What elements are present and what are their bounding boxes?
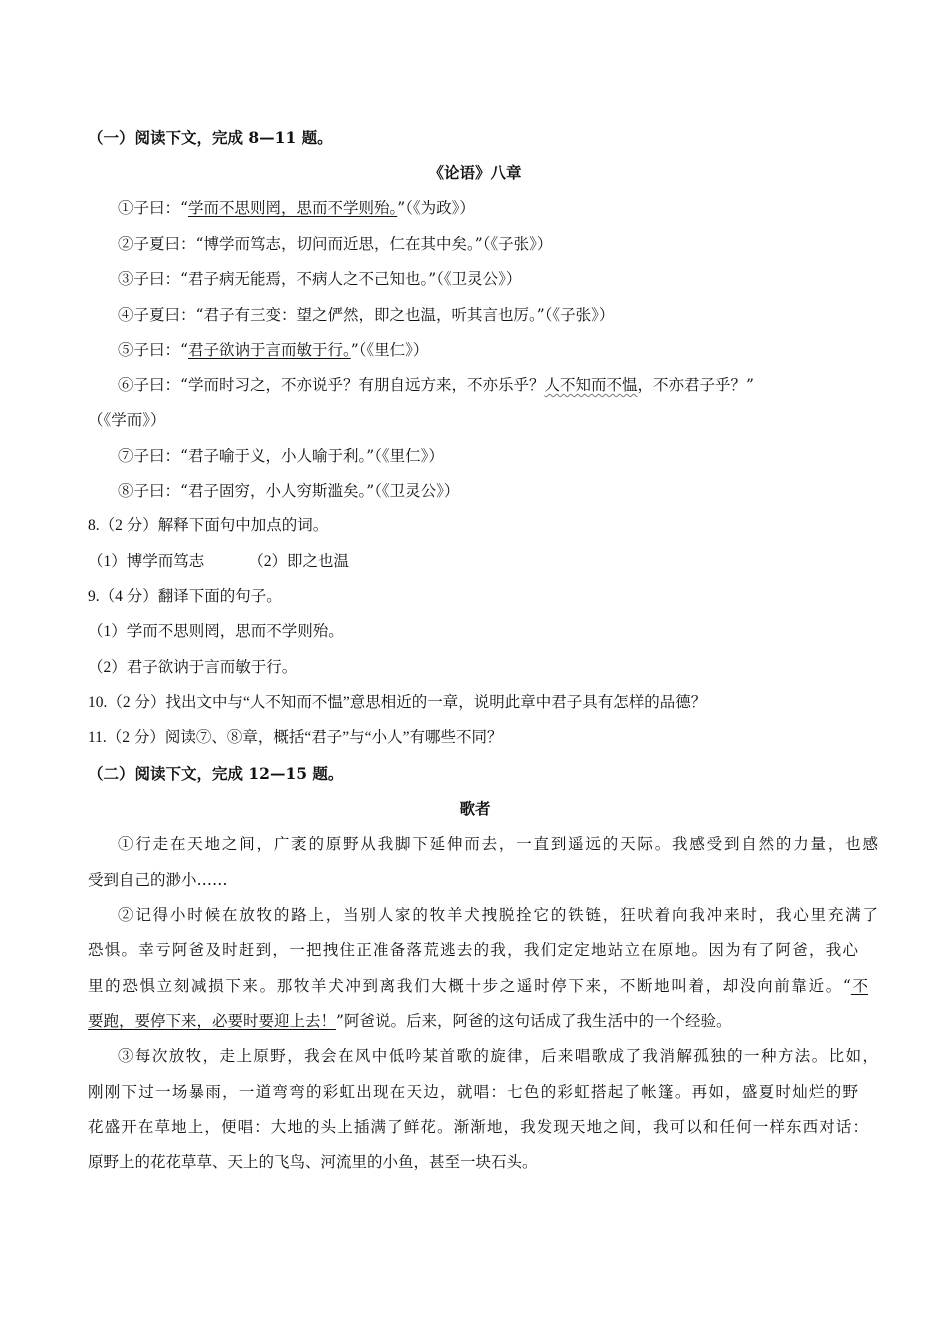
essay-para-2-line-3: 里的恐惧立刻减损下来。那牧羊犬冲到离我们大概十步之遥时停下来，不断地叫着，却没向前靠近。“不	[88, 977, 868, 995]
question-11: 11.（2 分）阅读⑦、⑧章，概括“君子”与“小人”有哪些不同？	[88, 729, 503, 746]
analects-item-6-source: （《学而》）	[88, 411, 166, 429]
part1-title: 《论语》八章	[428, 163, 522, 182]
analects-item-6: ⑥子曰：“学而时习之，不亦说乎？有朋自远方来，不亦乐乎？人不知而不愠，不亦君子乎？”	[118, 376, 754, 394]
question-9-part-1: （1）学而不思则罔，思而不学则殆。	[88, 623, 344, 640]
essay-para-2-line-1: ②记得小时候在放牧的路上，当别人家的牧羊犬拽脱拴它的铁链，狂吠着向我冲来时，我心里充满了	[118, 906, 878, 924]
essay-para-1-line-1: ①行走在天地之间，广袤的原野从我脚下延伸而去，一直到遥远的天际。我感受到自然的力量，也感	[118, 835, 878, 853]
question-9-part-2: （2）君子欲讷于言而敏于行。	[88, 659, 298, 676]
part1-heading: （一）阅读下文，完成 8—11 题。	[88, 128, 333, 147]
wavy-underlined-phrase: 人不知而不愠	[544, 376, 638, 394]
essay-para-1-line-2: 受到自己的渺小……	[88, 871, 228, 889]
underlined-sentence: 学而不思则罔，思而不学则殆。	[187, 199, 398, 217]
underlined-sentence: 君子欲讷于言而敏于行。	[187, 341, 351, 359]
analects-item-4: ④子夏曰：“君子有三变：望之俨然，即之也温，听其言也厉。”（《子张》）	[118, 306, 615, 324]
underlined-quote: 要跑，要停下来，必要时要迎上去！	[88, 1012, 337, 1030]
essay-para-3-line-2: 刚刚下过一场暴雨，一道弯弯的彩虹出现在天边，就唱：七色的彩虹搭起了帐篷。再如，盛夏时灿烂的野	[88, 1083, 858, 1101]
analects-item-2: ②子夏曰：“博学而笃志，切问而近思，仁在其中矣。”（《子张》）	[118, 235, 553, 253]
essay-para-3-line-4: 原野上的花花草草、天上的飞鸟、河流里的小鱼，甚至一块石头。	[88, 1153, 538, 1171]
essay-para-2-line-4: 要跑，要停下来，必要时要迎上去！”阿爸说。后来，阿爸的这句话成了我生活中的一个经验。	[88, 1012, 732, 1030]
question-10: 10.（2 分）找出文中与“人不知而不愠”意思相近的一章，说明此章中君子具有怎样的品德？	[88, 694, 707, 711]
analects-item-3: ③子曰：“君子病无能焉，不病人之不己知也。”（《卫灵公》）	[118, 270, 522, 288]
analects-item-5: ⑤子曰：“君子欲讷于言而敏于行。”（《里仁》）	[118, 341, 429, 359]
question-8-parts: （1）博学而笃志 （2）即之也温	[88, 553, 350, 570]
part2-heading: （二）阅读下文，完成 12—15 题。	[88, 764, 344, 783]
essay-para-3-line-1: ③每次放牧，走上原野，我会在风中低吟某首歌的旋律，后来唱歌成了我消解孤独的一种方法。比如，	[118, 1047, 878, 1065]
question-9: 9.（4 分）翻译下面的句子。	[88, 588, 282, 605]
analects-item-7: ⑦子曰：“君子喻于义，小人喻于利。”（《里仁》）	[118, 447, 444, 465]
question-8: 8.（2 分）解释下面句中加点的词。	[88, 517, 329, 534]
analects-item-8: ⑧子曰：“君子固穷，小人穷斯滥矣。”（《卫灵公》）	[118, 482, 460, 500]
part2-title: 歌者	[459, 799, 491, 818]
essay-para-3-line-3: 花盛开在草地上，便唱：大地的头上插满了鲜花。渐渐地，我发现天地之间，我可以和任何一样东西对话：	[88, 1118, 868, 1136]
analects-item-1: ①子曰：“学而不思则罔，思而不学则殆。”（《为政》）	[118, 199, 475, 217]
essay-para-2-line-2: 恐惧。幸亏阿爸及时赶到，一把拽住正准备落荒逃去的我，我们定定地站立在原地。因为有了阿爸，我心	[88, 941, 858, 959]
underlined-quote-start: 不	[850, 977, 868, 995]
